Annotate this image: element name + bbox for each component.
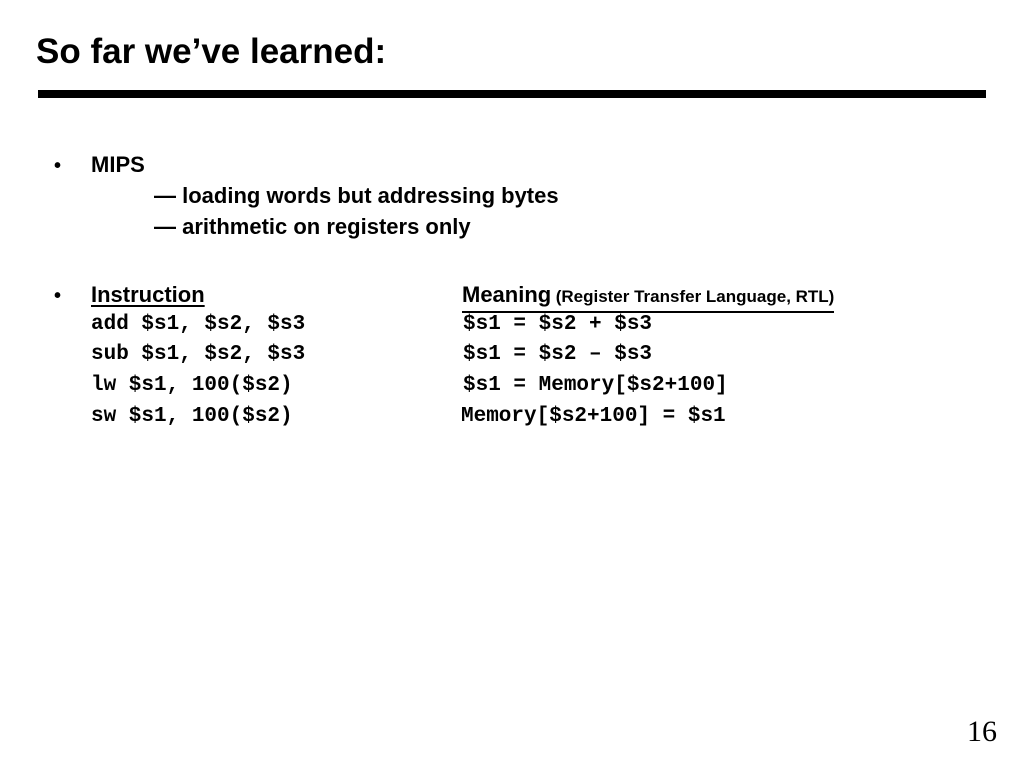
- meaning-sub: $s1 = $s2 – $s3: [463, 343, 653, 366]
- instruction-lw: lw $s1, 100($s2): [91, 374, 293, 397]
- instruction-sub: sub $s1, $s2, $s3: [91, 343, 306, 366]
- title-divider: [38, 90, 986, 98]
- meaning-header-label: Meaning: [462, 282, 552, 307]
- meaning-lw: $s1 = Memory[$s2+100]: [463, 374, 728, 397]
- slide-title: So far we’ve learned:: [36, 32, 387, 71]
- instruction-sw: sw $s1, 100($s2): [91, 405, 293, 428]
- bullet-marker-instruction: •: [54, 285, 62, 307]
- meaning-header-rtl: (Register Transfer Language, RTL): [555, 287, 835, 306]
- meaning-sw: Memory[$s2+100] = $s1: [461, 405, 726, 428]
- meaning-add: $s1 = $s2 + $s3: [463, 313, 653, 336]
- meaning-column-header: [462, 282, 834, 313]
- bullet-marker-mips: •: [54, 155, 62, 177]
- instruction-add: add $s1, $s2, $s3: [91, 313, 306, 336]
- sub-item-arithmetic: — arithmetic on registers only: [154, 214, 471, 239]
- bullet-heading-mips: MIPS: [91, 152, 145, 177]
- sub-item-loading-words: — loading words but addressing bytes: [154, 183, 559, 208]
- page-number: 16: [967, 715, 997, 748]
- instruction-column-header: Instruction: [91, 282, 205, 307]
